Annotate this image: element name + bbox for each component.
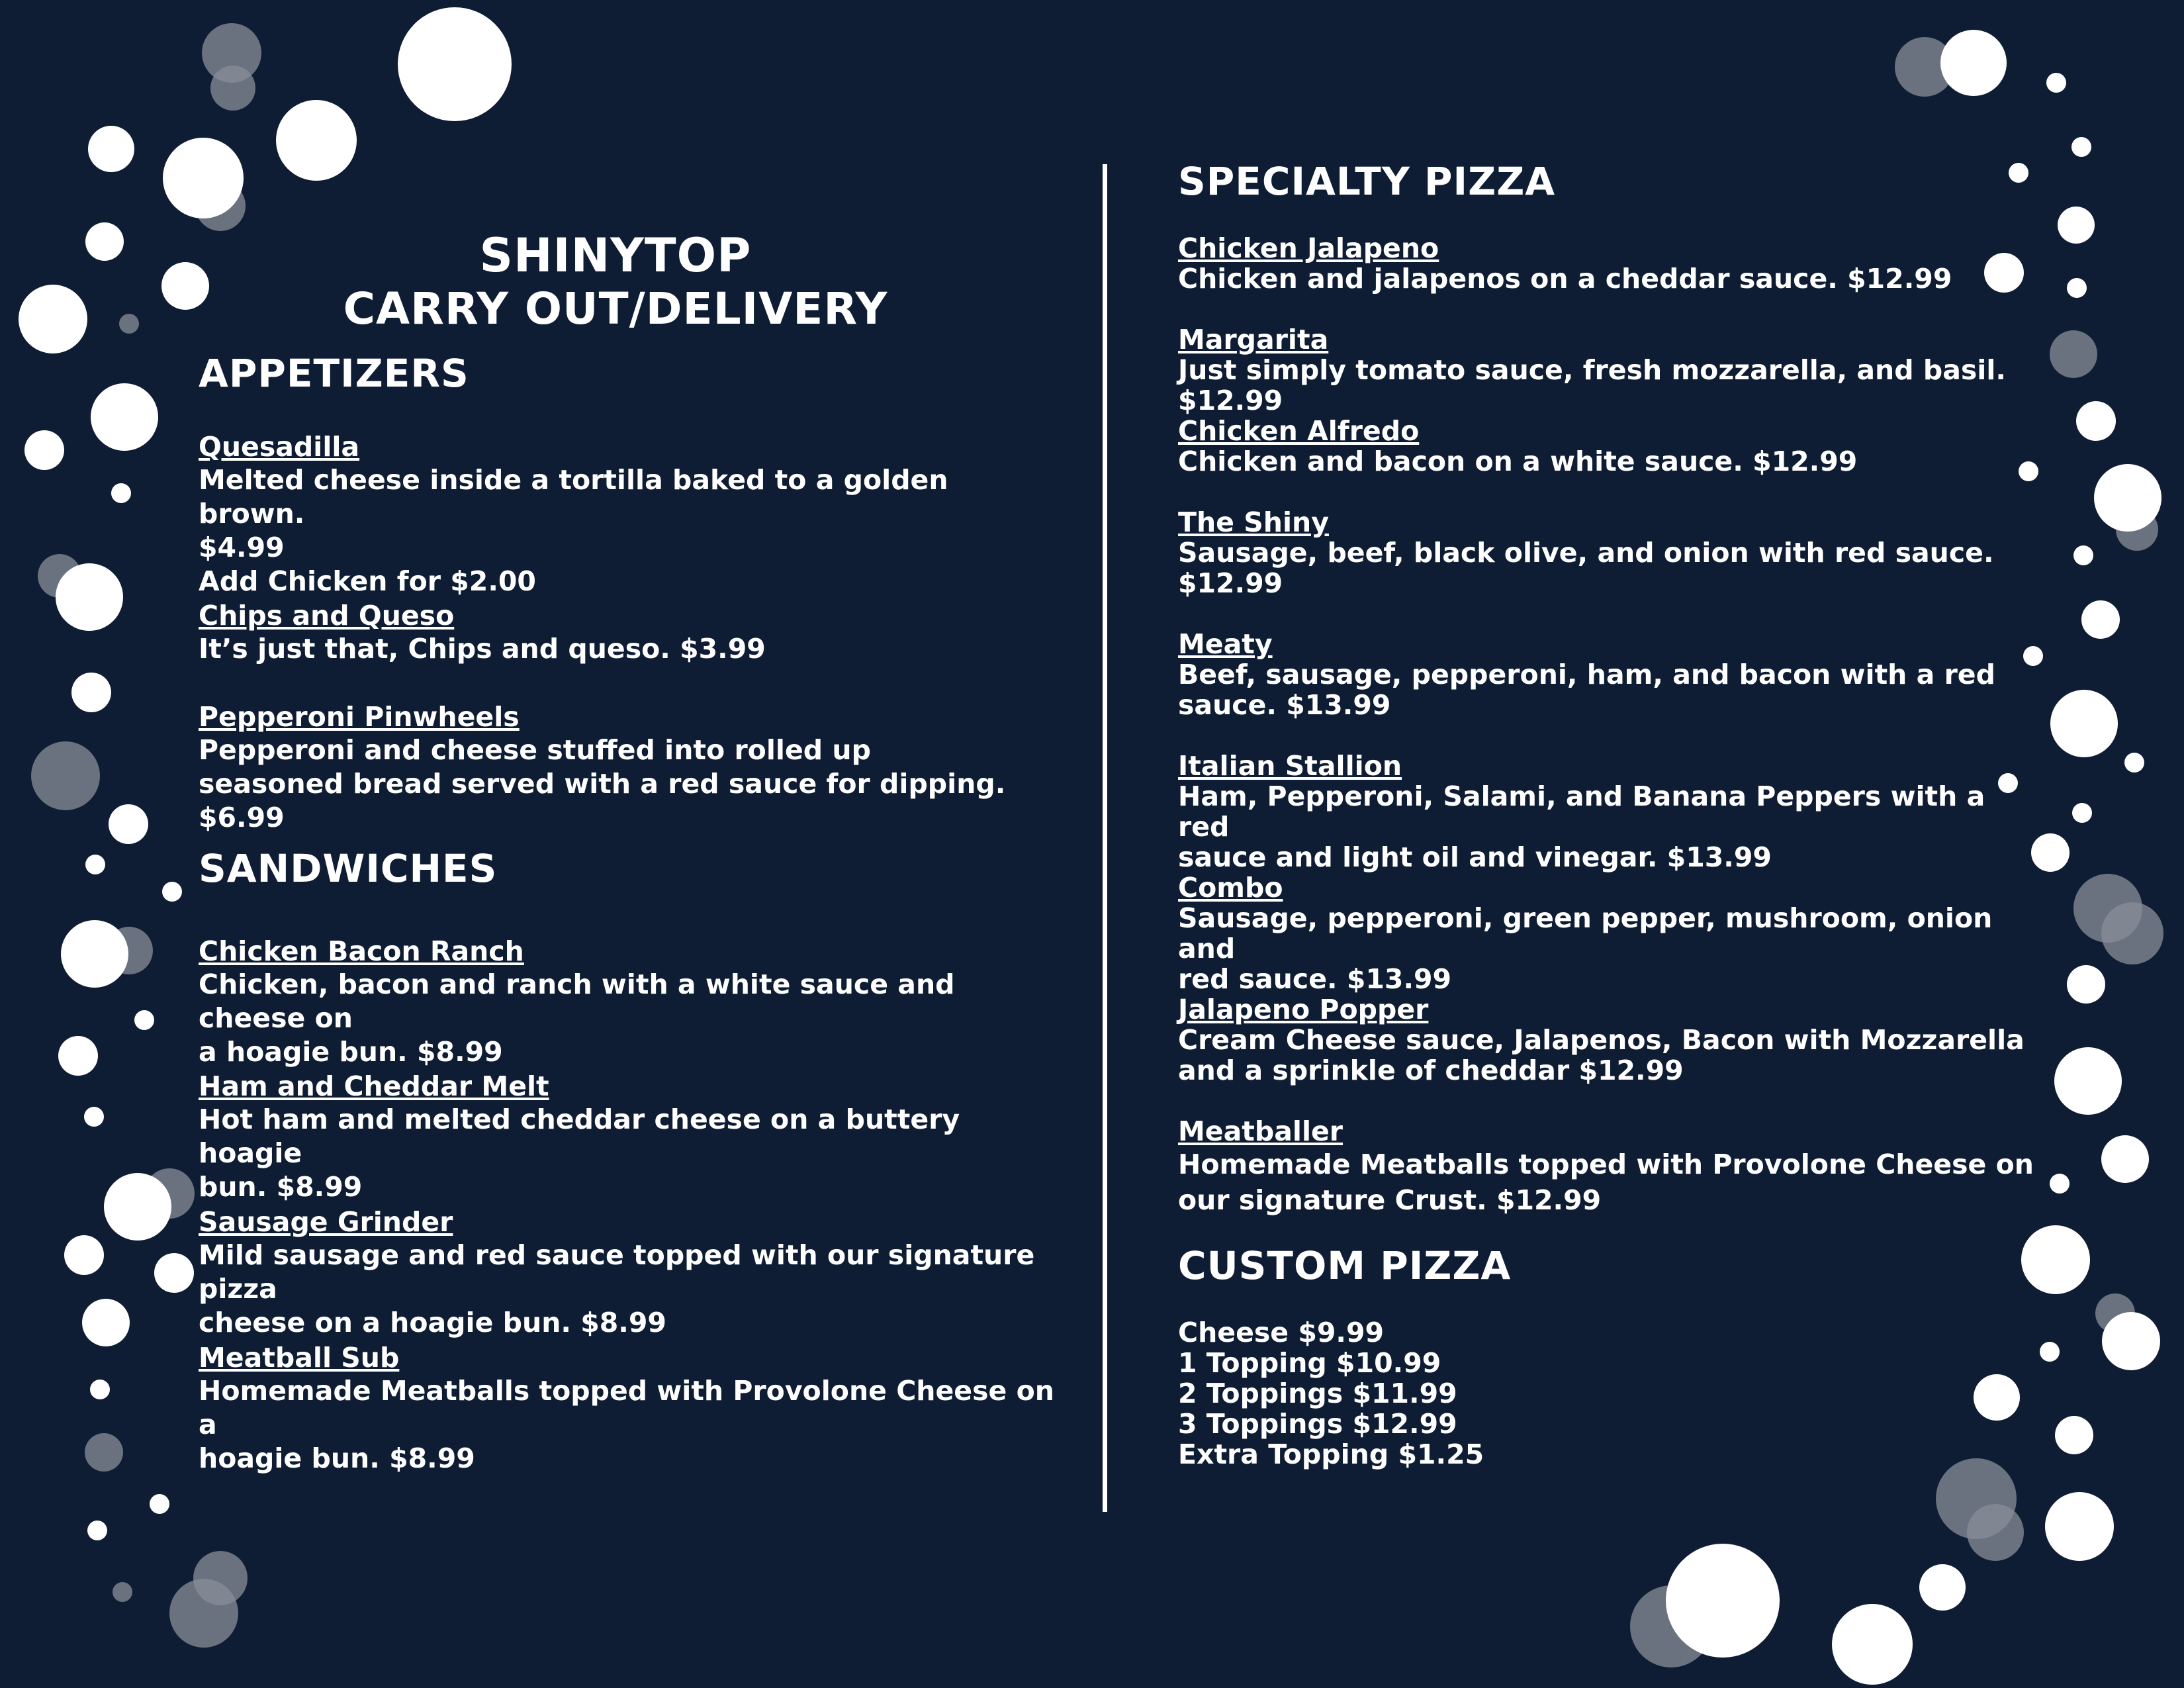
menu-item	[1178, 233, 2038, 294]
custom-pizza-price: 3 Toppings $12.99	[1178, 1408, 1457, 1440]
item-name: Chicken Alfredo	[1178, 415, 1420, 447]
menu-item	[1178, 994, 2038, 1086]
item-description: Mild sausage and red sauce topped with our signature pizza cheese on a hoagie bun. $8.99	[199, 1239, 1035, 1338]
page-title: SHINYTOP	[479, 228, 752, 283]
bubble-decoration	[84, 1107, 104, 1127]
item-name: Ham and Cheddar Melt	[199, 1070, 549, 1102]
menu-item	[1178, 751, 2038, 872]
bubble-decoration	[2124, 753, 2144, 773]
bubble-decoration	[1919, 1564, 1966, 1611]
item-name: Sausage Grinder	[199, 1206, 453, 1238]
bubble-decoration	[2009, 163, 2028, 183]
bubble-decoration	[2021, 1225, 2090, 1294]
bubble-decoration	[19, 285, 87, 353]
bubble-decoration	[1967, 1504, 2024, 1561]
bubble-decoration	[56, 563, 123, 631]
bubble-decoration	[2050, 330, 2097, 378]
item-name: Pepperoni Pinwheels	[199, 701, 520, 733]
bubble-decoration	[2058, 207, 2095, 244]
bubble-decoration	[162, 882, 182, 902]
menu-item	[1178, 416, 2038, 477]
bubble-decoration	[2046, 73, 2066, 93]
item-name: Chicken Jalapeno	[1178, 232, 1439, 264]
bubble-decoration	[2102, 1312, 2160, 1370]
item-description: Homemade Meatballs topped with Provolone Cheese on our signature Crust. $12.99	[1178, 1149, 2034, 1216]
menu-item	[199, 1205, 1059, 1340]
item-description: Chicken and jalapenos on a cheddar sauce. $12.99	[1178, 263, 1952, 295]
bubble-decoration	[111, 483, 131, 503]
item-description: Beef, sausage, pepperoni, ham, and bacon with a red sauce. $13.99	[1178, 659, 1995, 721]
item-description: Just simply tomato sauce, fresh mozzarella, and basil. $12.99	[1178, 354, 2006, 416]
sandwiches-section	[199, 846, 497, 891]
bubble-decoration	[210, 66, 255, 111]
bubble-decoration	[2050, 1174, 2070, 1194]
bubble-decoration	[85, 855, 105, 874]
menu-item	[199, 430, 1059, 598]
bubble-decoration	[104, 1173, 171, 1241]
bubble-decoration	[2045, 1492, 2114, 1561]
menu-item	[1178, 629, 2038, 720]
bubble-decoration	[169, 1579, 238, 1648]
bubble-decoration	[276, 100, 357, 181]
menu-item	[199, 599, 1059, 666]
bubble-decoration	[2040, 1342, 2060, 1362]
item-description: Pepperoni and cheese stuffed into rolled up seasoned bread served with a red sauce for dipping. $6.99	[199, 734, 1006, 833]
bubble-decoration	[91, 383, 158, 451]
item-name: Italian Stallion	[1178, 750, 1402, 782]
bubble-decoration	[2054, 1047, 2122, 1115]
bubble-decoration	[87, 1521, 107, 1540]
bubble-decoration	[163, 138, 244, 218]
bubble-decoration	[2101, 902, 2163, 964]
bubble-decoration	[2101, 1135, 2149, 1183]
menu-item	[1178, 1116, 2038, 1218]
item-description: Sausage, beef, black olive, and onion with red sauce. $12.99	[1178, 537, 1994, 599]
bubble-decoration	[2055, 1416, 2093, 1454]
bubble-decoration	[71, 673, 111, 712]
custom-pizza-price: 1 Topping $10.99	[1178, 1347, 1441, 1379]
bubble-decoration	[61, 920, 128, 988]
item-description: Hot ham and melted cheddar cheese on a buttery hoagie bun. $8.99	[199, 1103, 960, 1203]
bubble-decoration	[2073, 545, 2093, 565]
menu-item	[199, 1341, 1059, 1476]
bubble-decoration	[109, 804, 148, 844]
bubble-decoration	[2081, 600, 2120, 639]
item-description: Cream Cheese sauce, Jalapenos, Bacon with Mozzarella and a sprinkle of cheddar $12.99	[1178, 1024, 2025, 1086]
specialty-pizza-section	[1178, 159, 1555, 204]
bubble-decoration	[1666, 1544, 1780, 1658]
bubble-decoration	[1832, 1604, 1913, 1685]
custom-pizza-price: Extra Topping $1.25	[1178, 1438, 1484, 1470]
item-name: Margarita	[1178, 324, 1329, 355]
bubble-decoration	[113, 1582, 132, 1602]
bubble-decoration	[2094, 464, 2161, 532]
bubble-decoration	[150, 1494, 169, 1514]
item-name: Meatball Sub	[199, 1342, 400, 1374]
item-description: Melted cheese inside a tortilla baked to a golden brown. $4.99 Add Chicken for $2.00	[199, 464, 948, 597]
item-name: Meaty	[1178, 628, 1273, 660]
bubble-decoration	[85, 222, 124, 261]
column-divider	[1103, 164, 1107, 1512]
custom-pizza-heading: CUSTOM PIZZA	[1178, 1243, 1512, 1288]
specialty-pizza-heading: SPECIALTY PIZZA	[1178, 159, 1556, 204]
custom-pizza-section	[1178, 1243, 1511, 1288]
item-description: Homemade Meatballs topped with Provolone Cheese on a hoagie bun. $8.99	[199, 1375, 1054, 1474]
item-name: Meatballer	[1178, 1115, 1343, 1147]
bubble-decoration	[2071, 137, 2091, 157]
item-description: Chicken and bacon on a white sauce. $12.99	[1178, 445, 1858, 477]
bubble-decoration	[154, 1253, 194, 1293]
menu-item	[1178, 324, 2038, 416]
bubble-decoration	[119, 314, 139, 334]
bubble-decoration	[134, 1010, 154, 1030]
bubble-decoration	[24, 430, 64, 470]
bubble-decoration	[161, 262, 209, 310]
item-name: Chips and Queso	[199, 600, 455, 632]
bubble-decoration	[2072, 803, 2092, 823]
bubble-decoration	[64, 1235, 104, 1275]
item-description: It’s just that, Chips and queso. $3.99	[199, 633, 766, 665]
menu-item	[199, 700, 1059, 835]
bubble-decoration	[2067, 278, 2087, 298]
menu-item	[1178, 507, 2038, 598]
bubble-decoration	[2067, 965, 2105, 1004]
bubble-decoration	[2076, 401, 2116, 441]
custom-pizza-price: Cheese $9.99	[1178, 1317, 1385, 1348]
bubble-decoration	[58, 1036, 98, 1076]
menu-item	[199, 1070, 1059, 1204]
item-description: Chicken, bacon and ranch with a white sauce and cheese on a hoagie bun. $8.99	[199, 968, 955, 1068]
bubble-decoration	[31, 741, 100, 810]
item-name: Chicken Bacon Ranch	[199, 935, 524, 967]
menu-item	[199, 935, 1059, 1069]
bubble-decoration	[88, 126, 134, 172]
sandwiches-heading: SANDWICHES	[199, 846, 498, 891]
item-name: Combo	[1178, 872, 1283, 904]
bubble-decoration	[2050, 690, 2118, 757]
appetizers-section	[199, 351, 469, 396]
custom-pizza-price: 2 Toppings $11.99	[1178, 1378, 1457, 1409]
bubble-decoration	[82, 1299, 130, 1346]
page-subtitle: CARRY OUT/DELIVERY	[343, 283, 888, 334]
appetizers-heading: APPETIZERS	[199, 351, 469, 396]
bubble-decoration	[1940, 30, 2007, 96]
menu-item	[1178, 872, 2038, 994]
item-description: Sausage, pepperoni, green pepper, mushroom, onion and red sauce. $13.99	[1178, 902, 1993, 995]
item-name: Jalapeno Popper	[1178, 994, 1429, 1025]
bubble-decoration	[398, 7, 512, 121]
item-description: Ham, Pepperoni, Salami, and Banana Peppers with a red sauce and light oil and vinegar. $13.99	[1178, 780, 1985, 873]
custom-pizza-list	[1178, 1317, 2038, 1470]
bubble-decoration	[90, 1380, 110, 1399]
item-name: The Shiny	[1178, 506, 1329, 538]
bubble-decoration	[85, 1433, 123, 1472]
item-name: Quesadilla	[199, 431, 360, 463]
